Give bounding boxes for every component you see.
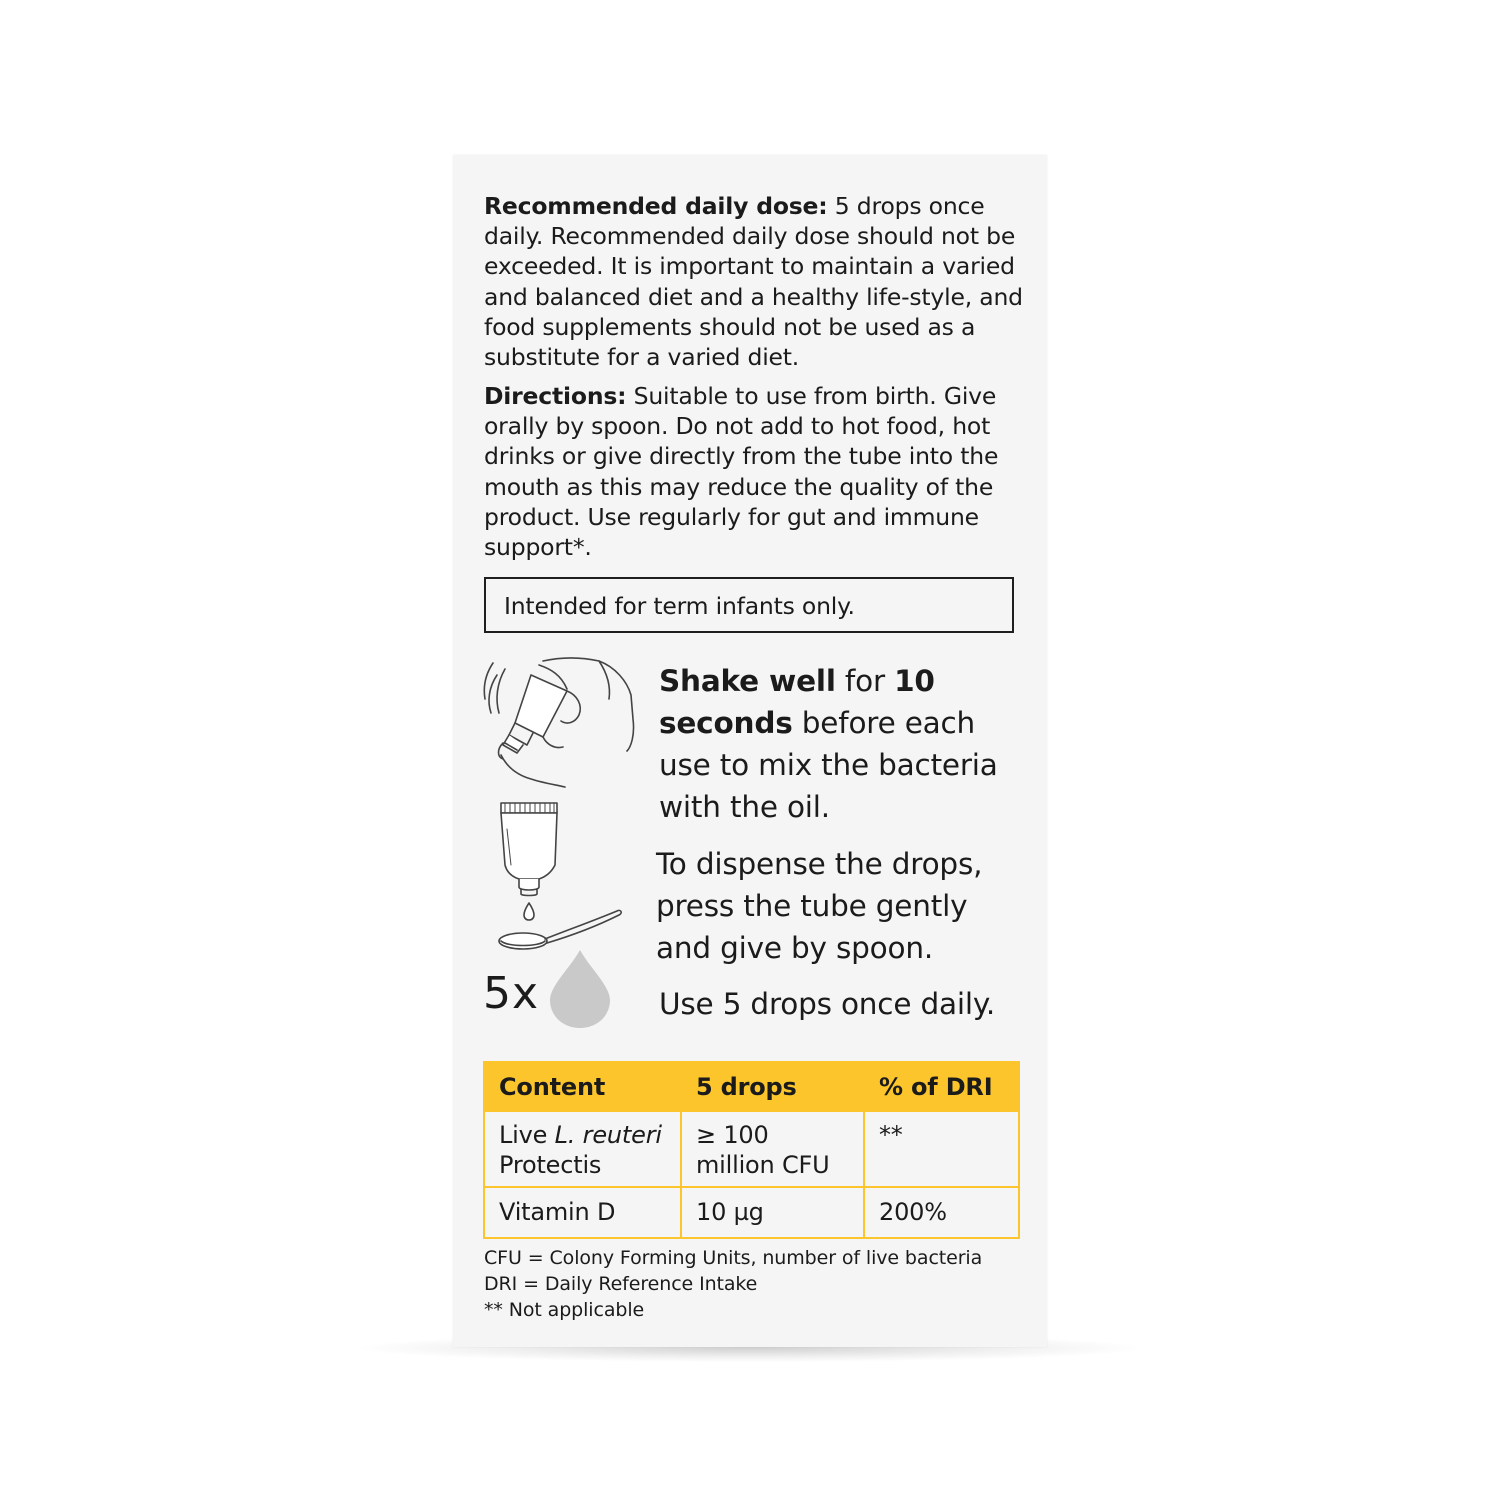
nutrition-table: [483, 1061, 1020, 1239]
label-panel: [453, 155, 1047, 1347]
directions-paragraph: [484, 381, 1024, 562]
directions-heading: Directions:: [484, 382, 627, 410]
reuteri-italic: L. reuteri: [554, 1121, 662, 1149]
cell-dri-vitd: 200%: [864, 1187, 1019, 1238]
footnotes: [484, 1245, 982, 1323]
header-dri: % of DRI: [864, 1062, 1019, 1111]
reuteri-suffix: Protectis: [499, 1151, 602, 1179]
reuteri-prefix: Live: [499, 1121, 555, 1149]
shake-text-1: for: [835, 664, 895, 698]
term-infants-text: Intended for term infants only.: [504, 592, 855, 620]
cell-content-reuteri: [484, 1111, 681, 1187]
dispense-instruction: To dispense the drops, press the tube gently and give by spoon.: [656, 847, 983, 965]
table-row: [484, 1111, 1019, 1187]
shake-tube-icon: [481, 655, 641, 790]
directions-text: Suitable to use from birth. Give orally by spoon. Do not add to hot food, hot drinks or give directly from the tube into the mouth as this may reduce the quality of the product. Use regularly for gut and immune support*.: [484, 382, 999, 562]
shake-bold-2: 10 seconds: [659, 664, 935, 740]
drop-icon: [548, 948, 612, 1030]
dose-paragraph: [484, 191, 1024, 372]
table-header-row: [484, 1062, 1019, 1111]
term-infants-notice: [484, 577, 1014, 633]
shake-text-2: before each use to mix the bacteria with the oil.: [659, 706, 998, 824]
dose-heading: Recommended daily dose:: [484, 192, 828, 220]
header-amount: 5 drops: [681, 1062, 864, 1111]
cell-content-vitd: Vitamin D: [484, 1187, 681, 1238]
footnote-dri: DRI = Daily Reference Intake: [484, 1273, 758, 1295]
shake-bold-1: Shake well: [659, 664, 836, 698]
cell-amount-reuteri: ≥ 100 million CFU: [681, 1111, 864, 1187]
cell-amount-vitd: 10 µg: [681, 1187, 864, 1238]
footnote-not-applicable: ** Not applicable: [484, 1299, 645, 1321]
footnote-cfu: CFU = Colony Forming Units, number of live bacteria: [484, 1247, 983, 1269]
cell-dri-reuteri: **: [864, 1111, 1019, 1187]
shake-instruction: [659, 660, 1019, 828]
table-row: [484, 1187, 1019, 1238]
drop-count-label: 5x: [483, 968, 540, 1019]
header-content: Content: [484, 1062, 681, 1111]
daily-instruction: Use 5 drops once daily.: [659, 987, 996, 1021]
tube-spoon-icon: [493, 799, 633, 959]
dose-text: 5 drops once daily. Recommended daily dose should not be exceeded. It is important to maintain a varied and balanced diet and a healthy life-style, and food supplements should not be used as a substitute for a varied diet.: [484, 192, 1023, 372]
